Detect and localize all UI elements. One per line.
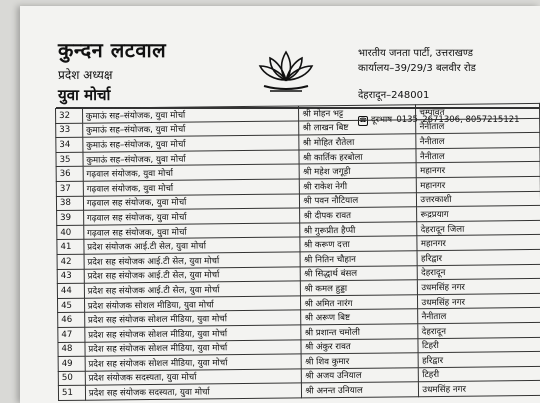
- member-name-cell: श्री शिव कुमार: [301, 353, 418, 369]
- phone-number: दूरभाष–0135–2671306, 8057215121: [371, 115, 520, 125]
- member-name-cell: श्री दीपक रावत: [300, 207, 417, 223]
- designation-cell: प्रदेश संयोजक सोशल मीडिया, युवा मोर्चा: [84, 296, 301, 313]
- designation-cell: प्रदेश सह संयोजक सदस्यता, युवा मोर्चा: [85, 383, 302, 400]
- serial-number-cell: 43: [57, 269, 84, 284]
- district-cell: देहरादून: [418, 322, 540, 338]
- serial-number-cell: 44: [57, 283, 84, 298]
- designation-cell: कुमाऊं सह–संयोजक, युवा मोर्चा: [83, 150, 300, 167]
- district-cell: नैनीताल: [416, 133, 540, 149]
- serial-number-cell: 45: [57, 298, 84, 313]
- designation-cell: गढ़वाल सह संयोजक, युवा मोर्चा: [83, 208, 300, 225]
- serial-number-cell: 36: [56, 167, 83, 182]
- serial-number-cell: 42: [57, 254, 84, 269]
- designation-cell: गढ़वाल संयोजक, युवा मोर्चा: [83, 179, 300, 196]
- member-name-cell: श्री लाखन बिष्ट: [299, 119, 416, 135]
- serial-number-cell: 35: [56, 152, 83, 167]
- district-cell: देहरादून जिला: [417, 220, 540, 236]
- district-cell: महानगर: [417, 235, 540, 251]
- serial-number-cell: 41: [57, 240, 84, 255]
- district-cell: रूद्रप्रयाग: [417, 206, 540, 222]
- serial-number-cell: 48: [58, 342, 85, 357]
- member-name-cell: श्री अजय उनियाल: [302, 367, 419, 383]
- serial-number-cell: 32: [56, 108, 83, 123]
- district-cell: उत्तरकाशी: [417, 191, 540, 207]
- serial-number-cell: 38: [56, 196, 83, 211]
- designation-cell: प्रदेश सह संयोजक सोशल मीडिया, युवा मोर्चा: [84, 310, 301, 327]
- serial-number-cell: 39: [57, 210, 84, 225]
- member-name-cell: श्री अरूण बिष्ट: [301, 309, 418, 325]
- member-name-cell: श्री गुरूप्रीत हैप्पी: [300, 221, 417, 237]
- serial-number-cell: 51: [58, 385, 85, 400]
- serial-number-cell: 47: [58, 327, 85, 342]
- member-name-cell: श्री सिद्धार्थ बंसल: [301, 265, 418, 281]
- serial-number-cell: 49: [58, 356, 85, 371]
- district-cell: उधमसिंह नगर: [418, 279, 540, 295]
- member-name-cell: श्री अनन्त उनियाल: [302, 382, 419, 398]
- serial-number-cell: 50: [58, 371, 85, 386]
- district-cell: महानगर: [417, 176, 540, 192]
- members-table-body: [56, 103, 540, 400]
- member-name-cell: श्री महेश जगूड़ी: [300, 163, 417, 179]
- designation-cell: प्रदेश सह संयोजक सोशल मीडिया, युवा मोर्चा: [85, 339, 302, 356]
- serial-number-cell: 33: [56, 123, 83, 138]
- district-cell: महानगर: [417, 162, 540, 178]
- designation-cell: गढ़वाल संयोजक, युवा मोर्चा: [83, 164, 300, 181]
- district-cell: टिहरी: [418, 337, 540, 353]
- district-cell: उधमसिंह नगर: [418, 293, 540, 309]
- person-name: कुन्दन लटवाल: [58, 38, 167, 62]
- member-name-cell: श्री नितिन चौहान: [300, 251, 417, 267]
- office-address: कार्यालय–39/29/3 बलवीर रोड: [358, 63, 476, 74]
- party-name: भारतीय जनता पार्टी, उत्तराखण्ड: [358, 48, 474, 59]
- district-cell: उधमसिंह नगर: [419, 381, 540, 397]
- designation-cell: कुमाऊं सह–संयोजक, युवा मोर्चा: [82, 121, 299, 138]
- designation-cell: कुमाऊं सह–संयोजक, युवा मोर्चा: [83, 135, 300, 152]
- phone-icon: ☎: [359, 116, 367, 124]
- member-name-cell: श्री प्रशान्त चमोली: [301, 324, 418, 340]
- member-name-cell: श्री राकेश नेगी: [300, 178, 417, 194]
- district-cell: चम्पावत: [416, 103, 540, 119]
- district-cell: हरिद्वार: [418, 352, 540, 368]
- designation-cell: प्रदेश सह संयोजक सोशल मीडिया, युवा मोर्चा: [85, 354, 302, 371]
- designation-cell: प्रदेश सह संयोजक आई.टी सेल, युवा मोर्चा: [84, 266, 301, 283]
- designation-cell: कुमाऊं सह–संयोजक, युवा मोर्चा: [82, 106, 299, 123]
- member-name-cell: श्री करूण दत्ता: [300, 236, 417, 252]
- designation-cell: गढ़वाल सह संयोजक, युवा मोर्चा: [83, 194, 300, 211]
- serial-number-cell: 37: [56, 181, 83, 196]
- member-name-cell: श्री कार्तिक हरबोला: [299, 148, 416, 164]
- serial-number-cell: 46: [58, 313, 85, 328]
- person-role: प्रदेश अध्यक्ष: [58, 68, 113, 82]
- designation-cell: प्रदेश सह संयोजक सोशल मीडिया, युवा मोर्चा: [85, 325, 302, 342]
- designation-cell: प्रदेश सह संयोजक आई.टी सेल, युवा मोर्चा: [84, 252, 301, 269]
- members-table: [55, 103, 540, 401]
- district-cell: नैनीताल: [416, 118, 540, 134]
- member-name-cell: श्री पवन नौटियाल: [300, 192, 417, 208]
- lotus-logo-icon: [256, 46, 316, 96]
- district-cell: टिहरी: [419, 366, 540, 382]
- serial-number-cell: 34: [56, 137, 83, 152]
- member-name-cell: श्री मोहन भट्ट: [299, 105, 416, 121]
- city-pincode: देहरादून–248001: [358, 90, 430, 101]
- district-cell: हरिद्वार: [417, 249, 540, 265]
- member-name-cell: श्री कमल हुड्डा: [301, 280, 418, 296]
- member-name-cell: श्री अंकुर रावत: [301, 338, 418, 354]
- letterhead-left: [58, 36, 166, 105]
- member-name-cell: श्री मोहित रौतेला: [299, 134, 416, 150]
- district-cell: नैनीताल: [418, 308, 540, 324]
- designation-cell: प्रदेश सह संयोजक आई.टी सेल, युवा मोर्चा: [84, 281, 301, 298]
- designation-cell: गढ़वाल सह संयोजक, युवा मोर्चा: [84, 223, 301, 240]
- organization-name: युवा मोर्चा: [58, 86, 111, 104]
- district-cell: देहरादून: [418, 264, 540, 280]
- designation-cell: प्रदेश संयोजक आई.टी सेल, युवा मोर्चा: [84, 237, 301, 254]
- district-cell: नैनीताल: [416, 147, 540, 163]
- serial-number-cell: 40: [57, 225, 84, 240]
- designation-cell: प्रदेश संयोजक सदस्यता, युवा मोर्चा: [85, 369, 302, 386]
- member-name-cell: श्री अमित नारंग: [301, 294, 418, 310]
